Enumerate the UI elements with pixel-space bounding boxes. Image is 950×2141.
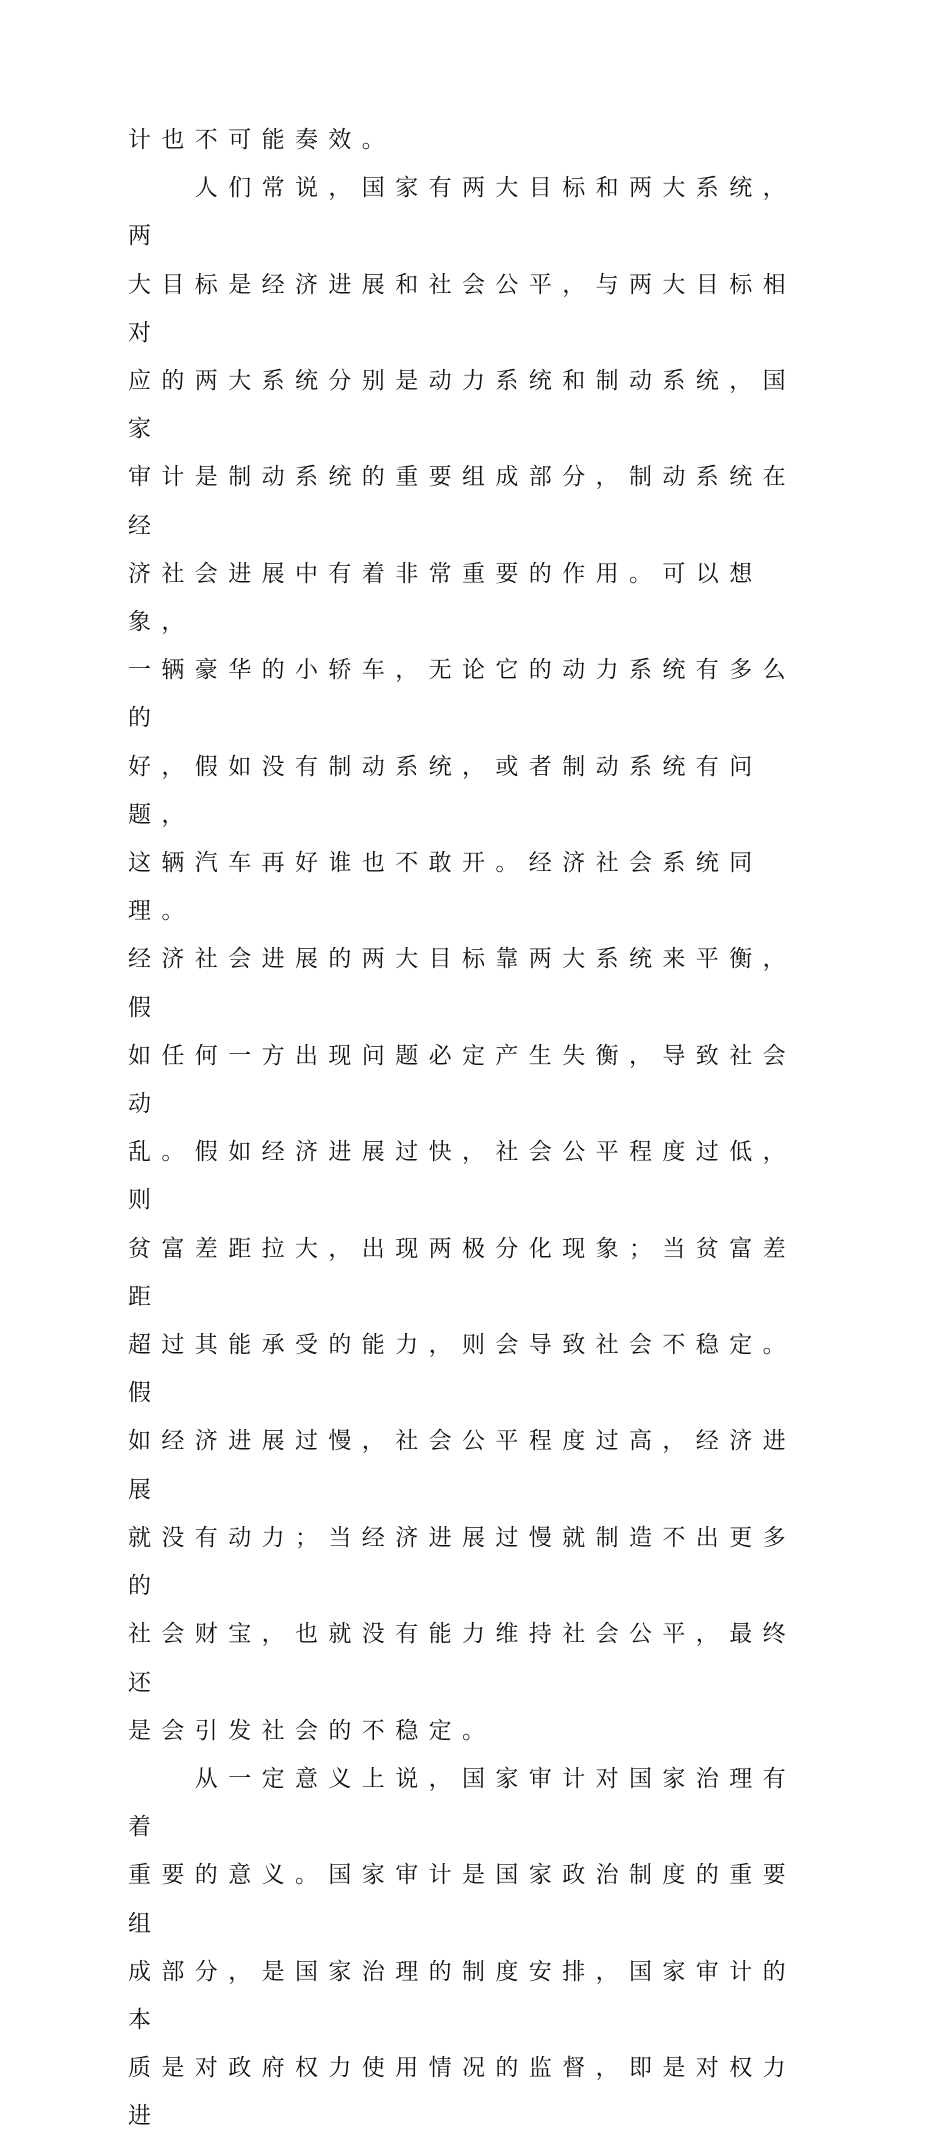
text-line: 质是对政府权力使用情况的监督，即是对权力进	[128, 2055, 796, 2130]
text-line: 这辆汽车再好谁也不敢开。经济社会系统同理。	[128, 850, 763, 925]
text-line: 人们常说，国家有两大目标和两大系统，两	[128, 175, 796, 250]
text-line: 乱。假如经济进展过快，社会公平程度过低，则	[128, 1139, 796, 1214]
text-line: 好，假如没有制动系统，或者制动系统有问题，	[128, 753, 763, 828]
text-line: 重要的意义。国家审计是国家政治制度的重要组	[128, 1862, 796, 1937]
text-line: 一辆豪华的小轿车，无论它的动力系统有多么的	[128, 657, 796, 732]
text-line: 如经济进展过慢，社会公平程度过高，经济进展	[128, 1428, 796, 1503]
body-text	[128, 116, 828, 2141]
text-line: 就没有动力；当经济进展过慢就制造不出更多的	[128, 1524, 796, 1600]
text-line: 从一定意义上说，国家审计对国家治理有着	[128, 1765, 796, 1841]
text-line: 审计是制动系统的重要组成部分，制动系统在经	[128, 464, 796, 539]
text-line: 大目标是经济进展和社会公平，与两大目标相对	[128, 271, 796, 346]
text-line: 计也不可能奏效。	[128, 127, 396, 153]
text-line: 如任何一方出现问题必定产生失衡，导致社会动	[128, 1042, 796, 1118]
text-line: 社会财宝，也就没有能力维持社会公平，最终还	[128, 1621, 796, 1696]
text-line: 超过其能承受的能力，则会导致社会不稳定。假	[128, 1332, 796, 1407]
text-line: 成部分，是国家治理的制度安排，国家审计的本	[128, 1958, 796, 2033]
text-line: 应的两大系统分别是动力系统和制动系统，国家	[128, 368, 796, 443]
text-line: 贫富差距拉大，出现两极分化现象；当贫富差距	[128, 1235, 796, 1310]
text-line: 是会引发社会的不稳定。	[128, 1717, 496, 1744]
text-line: 济社会进展中有着非常重要的作用。可以想象，	[128, 560, 763, 636]
text-line: 经济社会进展的两大目标靠两大系统来平衡，假	[128, 946, 796, 1021]
